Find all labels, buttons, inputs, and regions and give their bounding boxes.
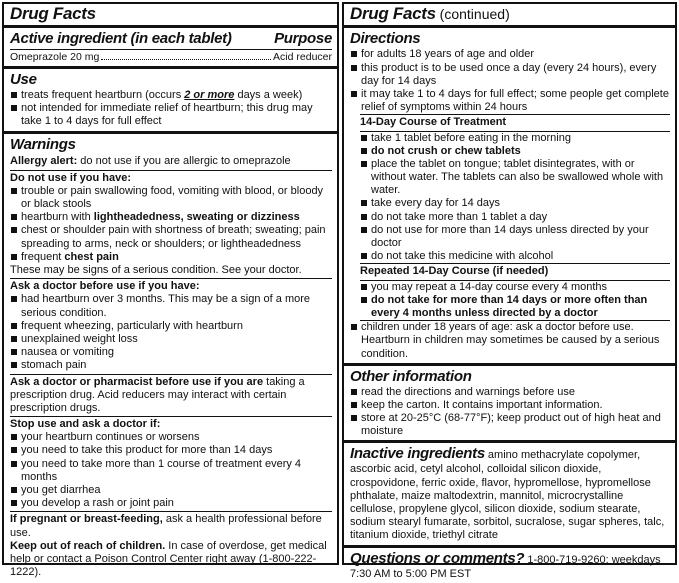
list-item: stomach pain [10, 359, 332, 372]
ask-doctor-header: Ask a doctor before use if you have: [10, 280, 200, 293]
drug-facts-panel-right [342, 2, 677, 580]
questions-header: Questions or comments? [350, 549, 525, 567]
ask-pharmacist-text: taking a prescription drug. Acid reducers may interact with certain prescription drugs. [10, 375, 305, 414]
list-item: place the tablet on tongue; tablet disintegrates, with or without water. The tablets can also be swallowed whole with water. [360, 158, 670, 198]
list-item-text: frequent [21, 250, 65, 263]
other-information-section [344, 366, 675, 444]
inactive-ingredients-text: amino methacrylate copolymer, ascorbic acid, cetyl alcohol, colloidal silicon dioxide, crospovidone, ferric oxide, flavor, hypromellose, hypromellose phthalate, maize maltodextrin, mannitol, microcrystalline cellulose, propylene glycol, silicon dioxide, sodium stearate, sodium stearyl fumarate, sorbitol, sucralose, sugar spheres, talc, titanium dioxide, triethyl citrate [350, 449, 665, 542]
list-item: you get diarrhea [10, 484, 332, 497]
list-item: you need to take this product for more than 14 days [10, 444, 332, 457]
do-not-use-note: These may be signs of a serious condition. See your doctor. [10, 264, 302, 277]
pregnancy-label: If pregnant or breast-feeding, [10, 513, 163, 526]
drug-facts-panel-left [2, 2, 339, 579]
active-ingredient-section [4, 28, 337, 69]
active-ingredient-row [10, 50, 332, 64]
list-item-bold: lightheadedness, sweating or dizziness [93, 211, 300, 224]
do-not-use-list [10, 185, 332, 264]
ask-pharmacist-block [10, 374, 332, 417]
list-item: unexplained weight loss [10, 333, 332, 346]
purpose-header: Purpose [274, 30, 332, 48]
dot-leader [101, 59, 271, 60]
list-item: do not take this medicine with alcohol [360, 250, 670, 263]
list-item: had heartburn over 3 months. This may be a sign of a more serious condition. [10, 293, 332, 319]
stop-use-list [10, 431, 332, 510]
list-item: you may repeat a 14-day course every 4 months [360, 281, 670, 294]
questions-section [344, 548, 675, 583]
list-item [10, 251, 332, 264]
use-list [10, 89, 332, 129]
list-item: do not take more than 1 tablet a day [360, 211, 670, 224]
drug-facts-title: Drug Facts [10, 4, 96, 23]
keep-out-of-reach [10, 540, 332, 580]
repeated-course-list [360, 281, 670, 322]
pregnancy-block [10, 511, 332, 580]
active-ingredient-header-row [10, 30, 332, 50]
list-item: nausea or vomiting [10, 346, 332, 359]
list-item: do not take for more than 14 days or more often than every 4 months unless directed by a doctor [360, 294, 670, 320]
ask-doctor-list [10, 293, 332, 372]
ask-doctor-block [10, 278, 332, 373]
use-item-emphasis: 2 or more [184, 88, 235, 101]
list-item: children under 18 years of age: ask a doctor before use. Heartburn in children may sometimes be caused by a serious condition. [350, 321, 670, 361]
continued-label: (continued) [435, 6, 510, 22]
list-item: take every day for 14 days [360, 197, 670, 210]
children-note-list [350, 321, 670, 361]
inactive-ingredients-section [344, 443, 675, 547]
do-not-use-block [10, 170, 332, 279]
course-of-treatment-header: 14-Day Course of Treatment [360, 114, 670, 131]
pregnancy-warning [10, 513, 332, 539]
stop-use-header: Stop use and ask a doctor if: [10, 418, 161, 431]
allergy-alert-text: do not use if you are allergic to omeprazole [77, 154, 291, 167]
drug-facts-title-section [4, 4, 337, 28]
warnings-header: Warnings [10, 135, 76, 153]
directions-section [344, 28, 675, 365]
list-item: it may take 1 to 4 days for full effect; some people get complete relief of symptoms within 24 hours [350, 88, 670, 114]
other-information-list [350, 386, 670, 439]
course-of-treatment-list [360, 132, 670, 264]
pregnancy-text: ask a health professional before use. [10, 513, 322, 539]
list-item [10, 89, 332, 102]
active-ingredient-name: Omeprazole 20 mg [10, 51, 100, 64]
use-item-text: days a week) [234, 88, 303, 101]
allergy-alert [10, 154, 332, 170]
questions-text: 1-800-719-9260: weekdays 7:30 AM to 5:00 PM EST [350, 553, 661, 580]
list-item-text: heartburn with [21, 211, 94, 224]
do-not-use-header: Do not use if you have: [10, 171, 132, 184]
active-ingredient-purpose: Acid reducer [273, 51, 332, 64]
directions-header: Directions [350, 30, 421, 48]
list-item: trouble or pain swallowing food, vomiting with blood, or bloody or black stools [10, 185, 332, 211]
other-information-header: Other information [350, 367, 472, 385]
keep-out-label: Keep out of reach of children. [10, 539, 166, 552]
stop-use-block [10, 416, 332, 511]
repeated-course-header: Repeated 14-Day Course (if needed) [360, 263, 670, 280]
keep-out-text: In case of overdose, get medical help or contact a Poison Control Center right away (1-800-222-1222). [10, 539, 327, 579]
list-item: for adults 18 years of age and older [350, 48, 670, 61]
inactive-ingredients-header: Inactive ingredients [350, 445, 485, 463]
use-item-text: treats frequent heartburn (occurs [21, 88, 185, 101]
drug-facts-title: Drug Facts [350, 4, 436, 23]
use-header: Use [10, 70, 37, 88]
list-item: your heartburn continues or worsens [10, 431, 332, 444]
list-item: you need to take more than 1 course of treatment every 4 months [10, 458, 332, 484]
list-item: do not crush or chew tablets [360, 145, 670, 158]
list-item: you develop a rash or joint pain [10, 497, 332, 510]
list-item [10, 211, 332, 224]
directions-list [350, 48, 670, 114]
list-item: store at 20-25°C (68-77°F); keep product out of high heat and moisture [350, 412, 670, 438]
list-item: this product is to be used once a day (every 24 hours), every day for 14 days [350, 62, 670, 88]
use-section [4, 69, 337, 134]
drug-facts-continued-title-section [344, 4, 675, 28]
list-item: chest or shoulder pain with shortness of breath; sweating; pain spreading to arms, neck or shoulders; or lightheadedness [10, 224, 332, 250]
list-item-bold: chest pain [64, 250, 119, 263]
warnings-section [4, 134, 337, 582]
allergy-alert-label: Allergy alert: [10, 154, 78, 167]
list-item: take 1 tablet before eating in the morning [360, 132, 670, 145]
list-item: do not use for more than 14 days unless directed by your doctor [360, 224, 670, 250]
list-item: keep the carton. It contains important information. [350, 399, 670, 412]
list-item: read the directions and warnings before use [350, 386, 670, 399]
active-ingredient-header: Active ingredient (in each tablet) [10, 30, 232, 48]
list-item: frequent wheezing, particularly with heartburn [10, 320, 332, 333]
list-item: not intended for immediate relief of heartburn; this drug may take 1 to 4 days for full effect [10, 102, 332, 128]
ask-pharmacist-label: Ask a doctor or pharmacist before use if you are [10, 375, 264, 388]
